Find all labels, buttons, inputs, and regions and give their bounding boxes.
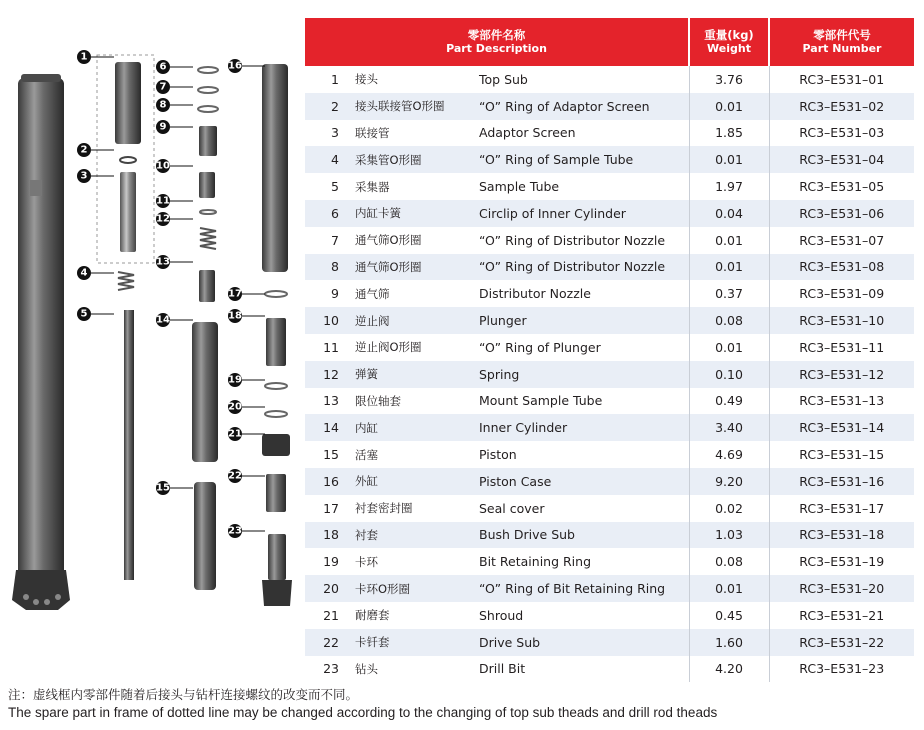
part-name-en: “O” Ring of Bit Retaining Ring [467,575,689,602]
callout-number: 13 [156,256,170,268]
part-code: RC3–E531–19 [799,554,885,570]
callout-19 [228,373,265,387]
part-name-cn: 采集器 [355,179,390,194]
part-name-en: Piston Case [467,468,689,495]
table-row [305,66,914,93]
part-number-index: 20 [305,575,345,602]
table-row [305,602,914,629]
table-row [305,468,914,495]
part-weight: 0.01 [689,227,769,254]
part-name-en: “O” Ring of Distributor Nozzle [479,232,666,248]
callout-number: 3 [80,170,88,182]
callout-number: 10 [156,160,170,172]
part-name-en: Spring [467,361,689,388]
table-row [305,388,914,415]
part-weight: 0.04 [689,200,769,227]
part-name-cn: 采集管O形圈 [345,146,467,173]
part-number-index: 22 [305,629,345,656]
exploded-parts-diagram [0,0,305,680]
part-code: RC3–E531–20 [769,575,914,602]
part-number-index: 3 [331,125,339,141]
part-weight: 0.02 [689,495,769,522]
part-number-index: 23 [323,661,339,677]
part-name-cn: 联接管 [355,125,390,140]
part-number-index: 4 [305,146,345,173]
header-pn-cn: 零部件代号 [813,28,871,42]
part-shapes [115,62,292,606]
part-name-cn: 接头 [355,72,378,87]
part-number-index: 16 [305,468,345,495]
part-name-cn: 限位轴套 [355,393,401,408]
part-name-cn: 衬套密封圈 [355,501,413,516]
callout-3 [77,169,114,183]
callout-number: 20 [228,401,242,413]
part-weight: 0.10 [689,361,769,388]
part-name-en: Adaptor Screen [479,125,576,141]
part-code: RC3–E531–05 [799,179,885,195]
header-pn-en: Part Number [802,42,882,55]
callout-number: 7 [159,81,167,93]
table-row [305,254,914,281]
table-row [305,548,914,575]
callout-18 [228,309,265,323]
part-code: RC3–E531–08 [769,254,914,281]
part-name-cn: 卡环 [355,554,378,569]
part-weight: 4.20 [689,656,769,683]
callout-1 [77,50,114,64]
callout-5 [77,307,114,321]
callout-23 [228,524,265,538]
part-name-en: Inner Cylinder [467,414,689,441]
callout-number: 9 [159,121,167,133]
part-weight: 0.01 [689,93,769,120]
part-code: RC3–E531–01 [799,71,885,87]
callout-number: 14 [156,314,170,326]
callout-number: 5 [80,308,88,320]
part-weight: 0.08 [689,307,769,334]
part-number-index: 1 [331,71,339,87]
part-number-index: 19 [323,554,339,570]
part-weight: 1.60 [689,629,769,656]
callout-22 [228,469,265,483]
part-code: RC3–E531–12 [769,361,914,388]
callout-number: 1 [80,51,88,63]
part-name-cn: 逆止阀O形圈 [355,340,422,355]
part-weight: 0.49 [689,388,769,415]
part-weight: 0.45 [689,602,769,629]
part-code: RC3–E531–22 [769,629,914,656]
callout-number: 11 [156,195,170,207]
part-name-cn: 外缸 [345,468,467,495]
part-weight: 3.76 [689,66,769,93]
part-number-index: 9 [331,286,339,302]
table-row [305,307,914,334]
part-number-index: 14 [305,414,345,441]
callout-number: 22 [228,470,242,482]
part-weight: 0.01 [689,254,769,281]
callout-number: 16 [228,60,242,72]
part-code: RC3–E531–09 [799,286,885,302]
part-name-en: “O” Ring of Plunger [479,339,601,355]
table-row [305,93,914,120]
table-row [305,200,914,227]
part-weight: 1.85 [689,120,769,147]
part-name-en: Shroud [479,607,524,623]
callout-17 [228,287,265,301]
part-number-index: 5 [331,179,339,195]
callouts [77,50,265,538]
part-weight: 0.01 [689,575,769,602]
header-weight-cn: 重量(kg) [704,28,754,42]
part-code: RC3–E531–11 [799,339,885,355]
table-row [305,575,914,602]
part-code: RC3–E531–18 [769,522,914,549]
part-number-index: 17 [323,500,339,516]
callout-13 [156,255,193,269]
table-body [305,66,914,682]
part-weight: 4.69 [689,441,769,468]
header-weight [689,18,769,66]
callout-number: 18 [228,310,242,322]
table-row [305,361,914,388]
part-name-cn: 活塞 [355,447,378,462]
table-row [305,120,914,147]
part-weight: 3.40 [689,414,769,441]
part-name-cn: 接头联接管O形圈 [345,93,467,120]
part-number-index: 6 [305,200,345,227]
table-row [305,280,914,307]
header-part-description [305,18,689,66]
part-code: RC3–E531–03 [799,125,885,141]
callout-number: 19 [228,374,242,386]
part-name-en: Bush Drive Sub [467,522,689,549]
part-name-en: Plunger [467,307,689,334]
part-number-index: 15 [323,447,339,463]
part-name-en: Top Sub [479,71,528,87]
part-code: RC3–E531–04 [769,146,914,173]
part-name-cn: 弹簧 [345,361,467,388]
callout-12 [156,212,193,226]
part-name-cn: 逆止阀 [345,307,467,334]
table-row [305,227,914,254]
part-weight: 0.01 [689,334,769,361]
callout-4 [77,266,114,280]
part-weight: 1.03 [689,522,769,549]
part-number-index: 21 [323,607,339,623]
part-name-cn: 通气筛 [355,286,390,301]
callout-number: 21 [228,428,242,440]
note-chinese: 注：虚线框内零部件随着后接头与钻杆连接螺纹的改变而不同。 [8,687,359,702]
callout-8 [156,98,193,112]
header-part-number [769,18,914,66]
part-name-en: Distributor Nozzle [479,286,591,302]
callout-number: 23 [228,525,242,537]
part-number-index: 11 [323,339,339,355]
part-name-cn: 内缸 [345,414,467,441]
part-number-index: 2 [305,93,345,120]
callout-7 [156,80,193,94]
callout-2 [77,143,114,157]
header-weight-en: Weight [707,42,751,55]
table-row [305,173,914,200]
part-code: RC3–E531–14 [769,414,914,441]
table-row [305,495,914,522]
header-desc-cn: 零部件名称 [467,28,526,42]
header-desc-en: Part Description [446,42,547,55]
part-name-en: Sample Tube [479,179,560,195]
callout-number: 2 [80,144,88,156]
table-row [305,441,914,468]
callout-9 [156,120,193,134]
part-name-en: Piston [479,447,517,463]
callout-11 [156,194,193,208]
part-number-index: 13 [323,393,339,409]
part-code: RC3–E531–06 [769,200,914,227]
callout-20 [228,400,265,414]
part-code: RC3–E531–10 [769,307,914,334]
part-weight: 0.01 [689,146,769,173]
callout-number: 6 [159,61,167,73]
part-number-index: 7 [331,232,339,248]
part-number-index: 10 [305,307,345,334]
part-name-cn: 衬套 [345,522,467,549]
part-name-cn: 内缸卡簧 [345,200,467,227]
parts-table [305,18,914,682]
part-code: RC3–E531–21 [799,607,885,623]
callout-number: 4 [80,267,88,279]
part-name-en: “O” Ring of Adaptor Screen [467,93,689,120]
part-name-en: Drill Bit [479,661,526,677]
callout-number: 15 [156,482,170,494]
callout-6 [156,60,193,74]
part-name-cn: 钻头 [355,661,378,676]
callout-number: 17 [228,288,242,300]
callout-14 [156,313,193,327]
part-code: RC3–E531–16 [769,468,914,495]
part-name-en: Mount Sample Tube [479,393,603,409]
part-name-en: Circlip of Inner Cylinder [467,200,689,227]
table-row [305,522,914,549]
part-code: RC3–E531–07 [799,232,885,248]
part-code: RC3–E531–15 [799,447,885,463]
part-name-en: “O” Ring of Distributor Nozzle [467,254,689,281]
part-name-en: Bit Retaining Ring [479,554,592,570]
part-name-cn: 通气筛O形圈 [355,233,422,248]
callout-21 [228,427,265,441]
part-weight: 0.08 [689,548,769,575]
part-code: RC3–E531–23 [799,661,885,677]
table-row [305,629,914,656]
callout-10 [156,159,193,173]
part-number-index: 12 [305,361,345,388]
table-row [305,656,914,683]
note-english: The spare part in frame of dotted line may be changed according to the changing of top sub theads and drill rod theads [8,705,718,720]
callout-number: 12 [156,213,170,225]
part-name-en: Drive Sub [467,629,689,656]
part-number-index: 8 [305,254,345,281]
part-number-index: 18 [305,522,345,549]
part-name-cn: 通气筛O形圈 [345,254,467,281]
part-weight: 1.97 [689,173,769,200]
assembled-hammer-image [12,74,70,610]
table-row [305,146,914,173]
part-weight: 9.20 [689,468,769,495]
part-code: RC3–E531–02 [769,93,914,120]
part-name-cn: 耐磨套 [355,608,390,623]
part-weight: 0.37 [689,280,769,307]
table-row [305,334,914,361]
callout-number: 8 [159,99,167,111]
part-code: RC3–E531–17 [799,500,885,516]
part-name-en: “O” Ring of Sample Tube [467,146,689,173]
table-header [305,18,914,66]
part-code: RC3–E531–13 [799,393,885,409]
part-name-en: Seal cover [479,500,545,516]
callout-15 [156,481,193,495]
table-row [305,414,914,441]
part-name-cn: 卡环O形圈 [345,575,467,602]
callout-16 [228,59,265,73]
part-name-cn: 卡钎套 [345,629,467,656]
